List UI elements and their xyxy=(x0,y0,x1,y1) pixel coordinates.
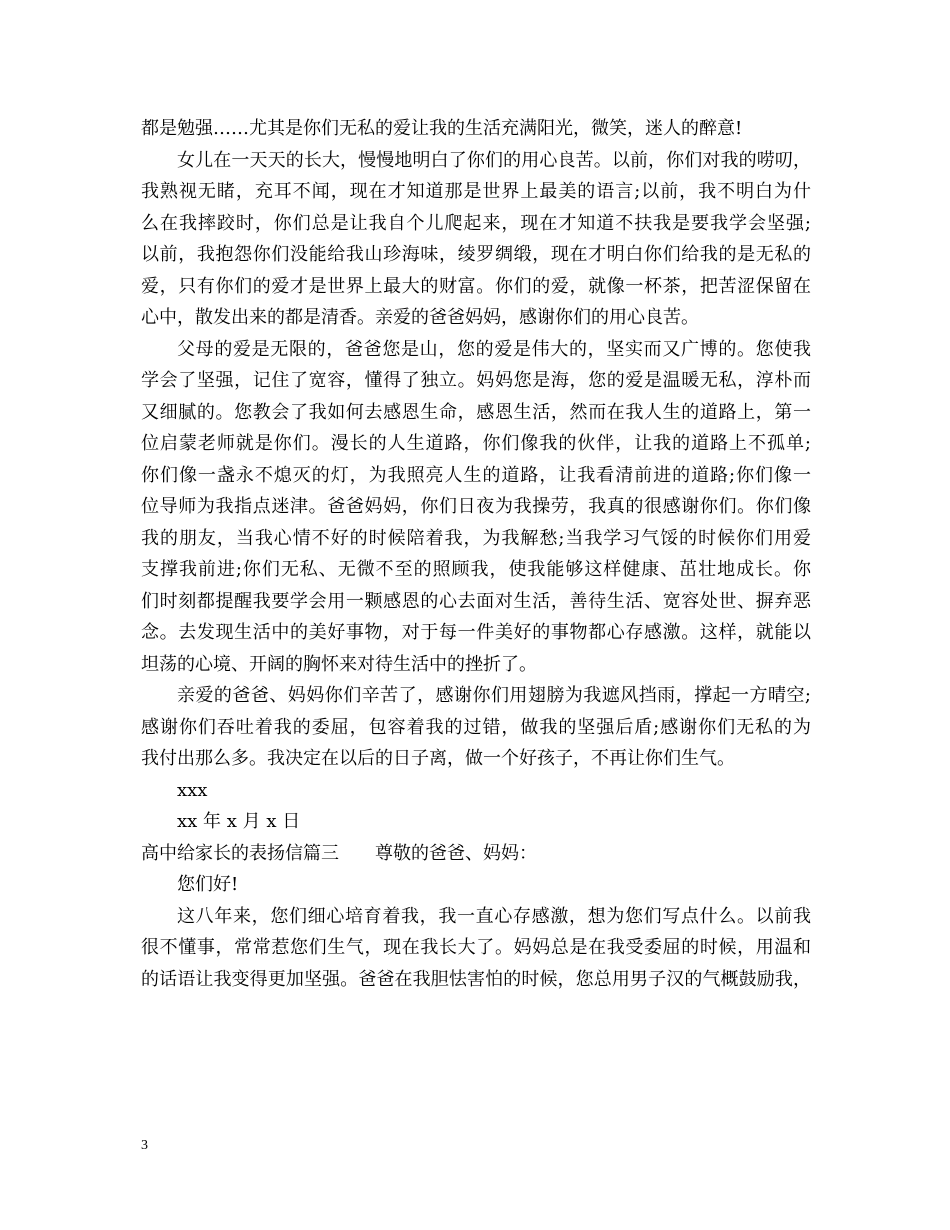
text-line: 这八年来，您们细心培育着我，我一直心存感激，想为您们写点什么。以前我 xyxy=(177,905,811,927)
text-line: 们时刻都提醒我要学会用一颗感恩的心去面对生活，善待生活、宽容处世、摒弃恶 xyxy=(141,590,811,612)
greeting-line: 您们好! xyxy=(177,874,239,895)
text-line: 位导师为我指点迷津。爸爸妈妈，你们日夜为我操劳，我真的很感谢你们。你们像 xyxy=(141,496,811,517)
text-line: 位启蒙老师就是你们。漫长的人生道路，你们像我的伙伴，让我的道路上不孤单; xyxy=(141,433,811,454)
text-line: 很不懂事，常常惹您们生气，现在我长大了。妈妈总是在我受委屈的时候，用温和 xyxy=(141,937,811,958)
text-line: 坦荡的心境、开阔的胸怀来对待生活中的挫折了。 xyxy=(141,653,537,675)
text-line: 我付出那么多。我决定在以后的日子离，做一个好孩子，不再让你们生气。 xyxy=(141,748,735,769)
text-line: 心中，散发出来的都是清香。亲爱的爸爸妈妈，感谢你们的用心良苦。 xyxy=(141,307,699,328)
text-line: 都是勉强……尤其是你们无私的爱让我的生活充满阳光，微笑，迷人的醉意! xyxy=(141,118,743,139)
text-line: 我熟视无睹，充耳不闻，现在才知道那是世界上最美的语言;以前，我不明白为什 xyxy=(141,181,811,202)
text-line: 你们像一盏永不熄灭的灯，为我照亮人生的道路，让我看清前进的道路;你们像一 xyxy=(141,464,811,486)
text-line: 支撑我前进;你们无私、无微不至的照顾我，使我能够这样健康、茁壮地成长。你 xyxy=(141,559,811,580)
page-number: 3 xyxy=(141,1138,148,1153)
text-line: 感谢你们吞吐着我的委屈，包容着我的过错，做我的坚强后盾;感谢你们无私的为 xyxy=(141,716,811,738)
text-line: 又细腻的。您教会了我如何去感恩生命，感恩生活，然而在我人生的道路上，第一 xyxy=(141,401,811,423)
text-line: 亲爱的爸爸、妈妈你们辛苦了，感谢你们用翅膀为我遮风挡雨，撑起一方晴空; xyxy=(177,685,811,706)
text-line: 爱，只有你们的爱才是世界上最大的财富。你们的爱，就像一杯茶，把苦涩保留在 xyxy=(141,275,811,297)
text-line: 女儿在一天天的长大，慢慢地明白了你们的用心良苦。以前，你们对我的唠叨， xyxy=(177,149,811,171)
text-line: 的话语让我变得更加坚强。爸爸在我胆怯害怕的时候，您总用男子汉的气概鼓励我， xyxy=(141,968,811,990)
body-text xyxy=(141,113,811,995)
text-line: 以前，我抱怨你们没能给我山珍海味，绫罗绸缎，现在才明白你们给我的是无私的 xyxy=(141,244,811,265)
text-line: 么在我摔跤时，你们总是让我自个儿爬起来，现在才知道不扶我是要我学会坚强; xyxy=(141,212,811,234)
text-line: 我的朋友，当我心情不好的时候陪着我，为我解愁;当我学习气馁的时候你们用爱 xyxy=(141,527,811,549)
signature-date: xx 年 x 月 x 日 xyxy=(177,811,301,832)
signature-name: xxx xyxy=(177,779,208,801)
text-line: 念。去发现生活中的美好事物，对于每一件美好的事物都心存感激。这样，就能以 xyxy=(141,622,811,643)
section-heading: 高中给家长的表扬信篇三 尊敬的爸爸、妈妈： xyxy=(141,842,537,864)
text-line: 父母的爱是无限的，爸爸您是山，您的爱是伟大的，坚实而又广博的。您使我 xyxy=(177,338,811,360)
text-line: 学会了坚强，记住了宽容，懂得了独立。妈妈您是海，您的爱是温暖无私，淳朴而 xyxy=(141,370,811,391)
